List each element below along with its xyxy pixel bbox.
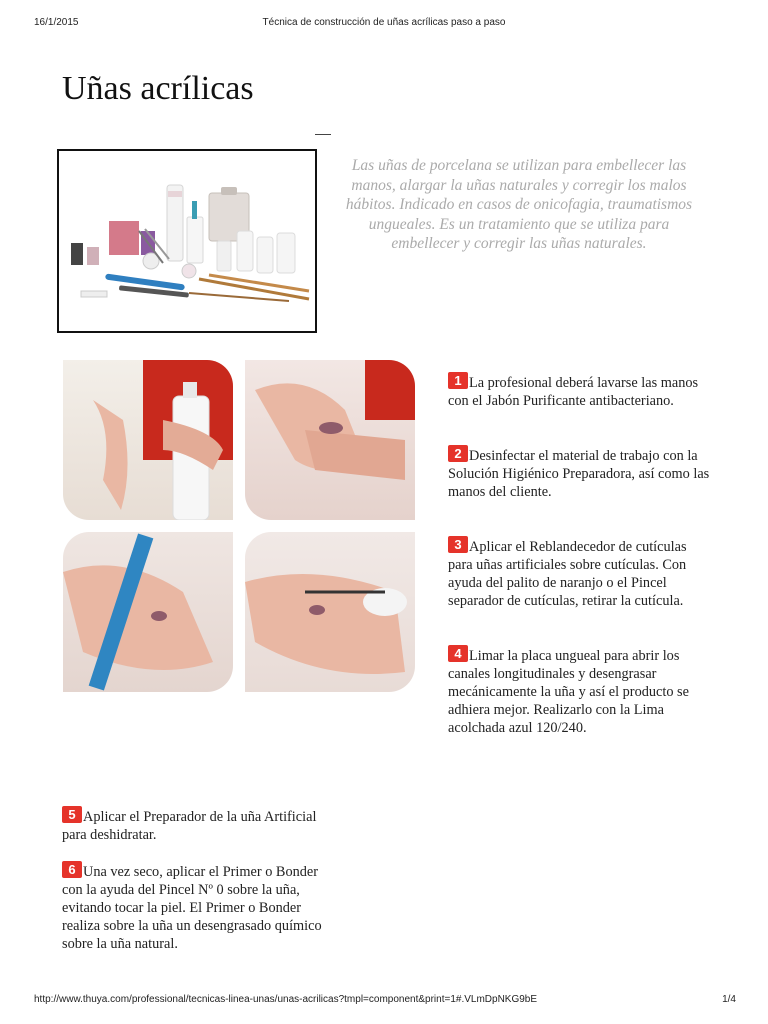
step-number-badge: 5 — [62, 806, 82, 823]
step-photo-4 — [245, 532, 415, 692]
step-number-badge: 4 — [448, 645, 468, 662]
step-5 — [62, 806, 324, 844]
source-url-link[interactable]: http://www.thuya.com/professional/tecnicas-linea-unas/unas-acrilicas?tmpl=component&print=1#.VLmDpNKG9bE — [34, 994, 538, 1005]
product-kit-image — [57, 149, 317, 333]
step-text: Desinfectar el material de trabajo con la Solución Higiénico Preparadora, así como las manos del cliente. — [448, 448, 710, 500]
print-date: 16/1/2015 — [34, 17, 79, 28]
page-number: 1/4 — [722, 994, 736, 1005]
step-number-badge: 2 — [448, 445, 468, 462]
step-number-badge: 6 — [62, 861, 82, 878]
step-4 — [448, 645, 710, 737]
step-photo-2 — [245, 360, 415, 520]
intro-paragraph: Las uñas de porcelana se utilizan para embellecer las manos, alargar la uñas naturales y corregir los malos hábitos. Indicado en casos de onicofagia, traumatismos ungueales. Es un tratamiento que se utiliza para embellecer y corregir las uñas naturales. — [345, 157, 693, 252]
step-photo-3 — [63, 532, 233, 692]
print-title: Técnica de construcción de uñas acrílicas paso a paso — [262, 17, 506, 28]
step-text: La profesional deberá lavarse las manos con el Jabón Purificante antibacteriano. — [448, 375, 699, 409]
step-text: Limar la placa ungueal para abrir los canales longitudinales y desengrasar mecánicamente la uña y así el producto se adhiera mejor. Realizarlo con la Lima acolchada azul 120/240. — [448, 648, 689, 736]
step-text: Una vez seco, aplicar el Primer o Bonder con la ayuda del Pincel Nº 0 sobre la uña, evitando tocar la piel. El Primer o Bonder realiza sobre la uña un desengrasado químico sobre la uña natural. — [62, 864, 322, 952]
step-text: Aplicar el Reblandecedor de cutículas para uñas artificiales sobre cutículas. Con ayuda del palito de naranjo o el Pincel separador de cutículas, retirar la cutícula. — [448, 539, 687, 609]
divider — [315, 134, 331, 135]
step-6 — [62, 861, 324, 953]
step-2 — [448, 445, 710, 501]
step-number-badge: 1 — [448, 372, 468, 389]
step-1 — [448, 372, 710, 410]
step-text: Aplicar el Preparador de la uña Artificial para deshidratar. — [62, 809, 317, 843]
step-photo-1 — [63, 360, 233, 520]
step-number-badge: 3 — [448, 536, 468, 553]
step-3 — [448, 536, 710, 610]
page-title: Uñas acrílicas — [62, 70, 254, 107]
